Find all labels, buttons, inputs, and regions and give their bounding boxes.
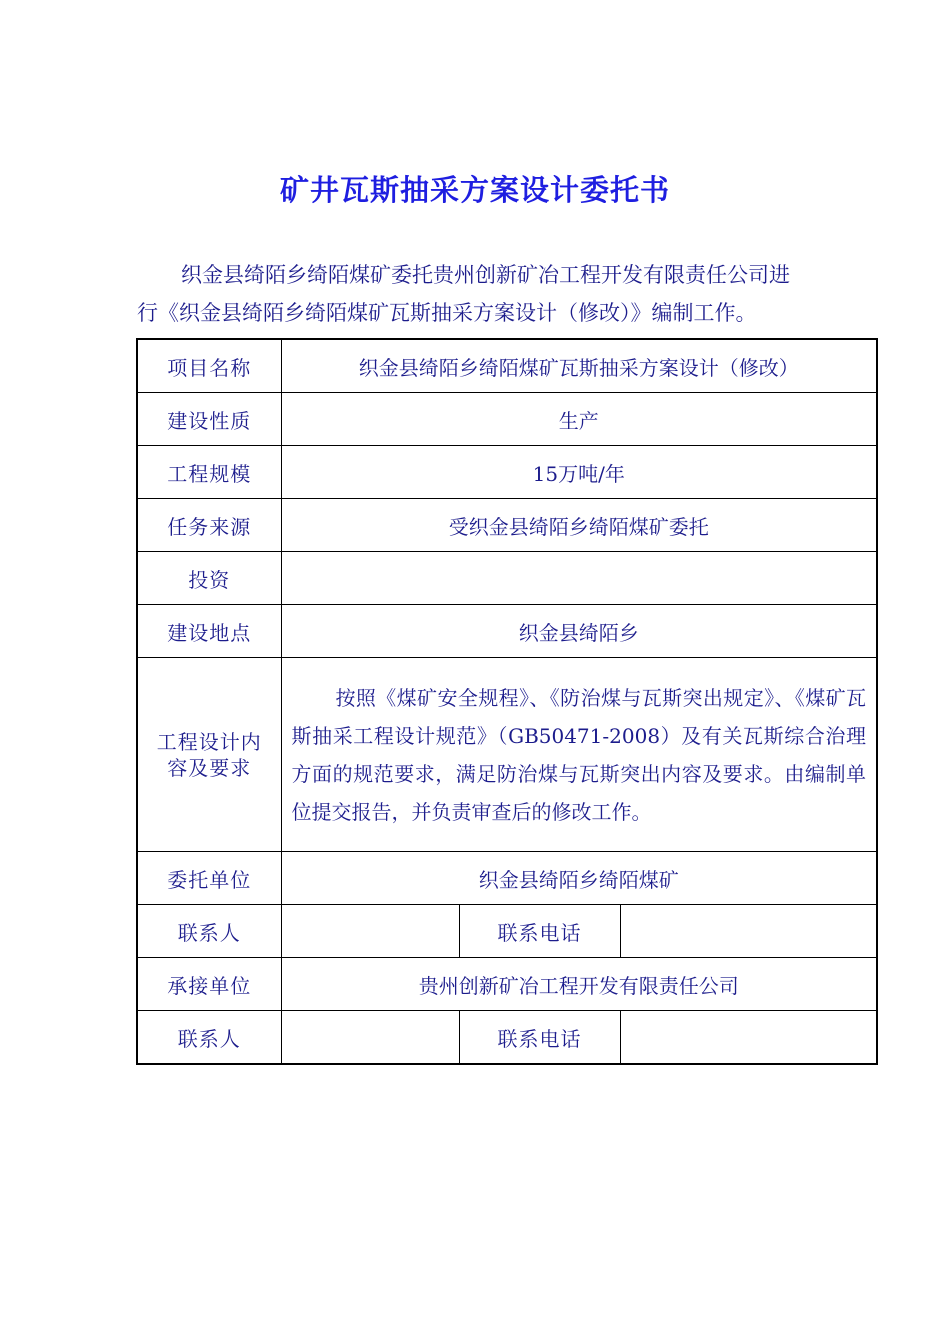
- client-label: 委托单位: [137, 852, 281, 905]
- table-row: [137, 393, 877, 446]
- table-row: [137, 658, 877, 852]
- client-phone-label: 联系电话: [459, 905, 620, 958]
- table-row: [137, 446, 877, 499]
- investment-label: 投资: [137, 552, 281, 605]
- table-row: [137, 552, 877, 605]
- contractor-contact-value: [281, 1011, 459, 1065]
- table-row: [137, 905, 877, 958]
- table-row: [137, 605, 877, 658]
- scale-value: 15万吨/年: [281, 446, 877, 499]
- intro-line-1: 织金县绮陌乡绮陌煤矿委托贵州创新矿冶工程开发有限责任公司进: [181, 263, 790, 287]
- contractor-value: 贵州创新矿冶工程开发有限责任公司: [281, 958, 877, 1011]
- client-value: 织金县绮陌乡绮陌煤矿: [281, 852, 877, 905]
- contractor-label: 承接单位: [137, 958, 281, 1011]
- location-value: 织金县绮陌乡: [281, 605, 877, 658]
- nature-value: 生产: [281, 393, 877, 446]
- requirements-text: 按照《煤矿安全规程》、《防治煤与瓦斯突出规定》、《煤矿瓦斯抽采工程设计规范》（GB50471-2008）及有关瓦斯综合治理方面的规范要求，满足防治煤与瓦斯突出内容及要求。由编制单位提交报告，并负责审查后的修改工作。: [291, 685, 867, 824]
- intro-line-2: 行《织金县绮陌乡绮陌煤矿瓦斯抽采方案设计（修改）》编制工作。: [137, 301, 757, 325]
- commission-form-table: [136, 338, 878, 1065]
- project-name-label: 项目名称: [137, 339, 281, 393]
- contractor-phone-value: [620, 1011, 877, 1065]
- nature-label: 建设性质: [137, 393, 281, 446]
- table-row: [137, 499, 877, 552]
- project-name-value: 织金县绮陌乡绮陌煤矿瓦斯抽采方案设计（修改）: [281, 339, 877, 393]
- table-row: [137, 1011, 877, 1065]
- investment-value: [281, 552, 877, 605]
- intro-paragraph: [137, 256, 837, 332]
- table-row: [137, 852, 877, 905]
- client-phone-value: [620, 905, 877, 958]
- source-value: 受织金县绮陌乡绮陌煤矿委托: [281, 499, 877, 552]
- table-row: [137, 958, 877, 1011]
- document-title: 矿井瓦斯抽采方案设计委托书: [279, 173, 670, 207]
- source-label: 任务来源: [137, 499, 281, 552]
- requirements-label-line-2: 容及要求: [167, 755, 252, 780]
- location-label: 建设地点: [137, 605, 281, 658]
- contractor-contact-label: 联系人: [137, 1011, 281, 1065]
- requirements-label-line-1: 工程设计内: [156, 729, 262, 754]
- scale-label: 工程规模: [137, 446, 281, 499]
- requirements-value: [281, 658, 877, 852]
- client-contact-label: 联系人: [137, 905, 281, 958]
- table-row: [137, 339, 877, 393]
- contractor-phone-label: 联系电话: [459, 1011, 620, 1065]
- client-contact-value: [281, 905, 459, 958]
- requirements-label: [137, 658, 281, 852]
